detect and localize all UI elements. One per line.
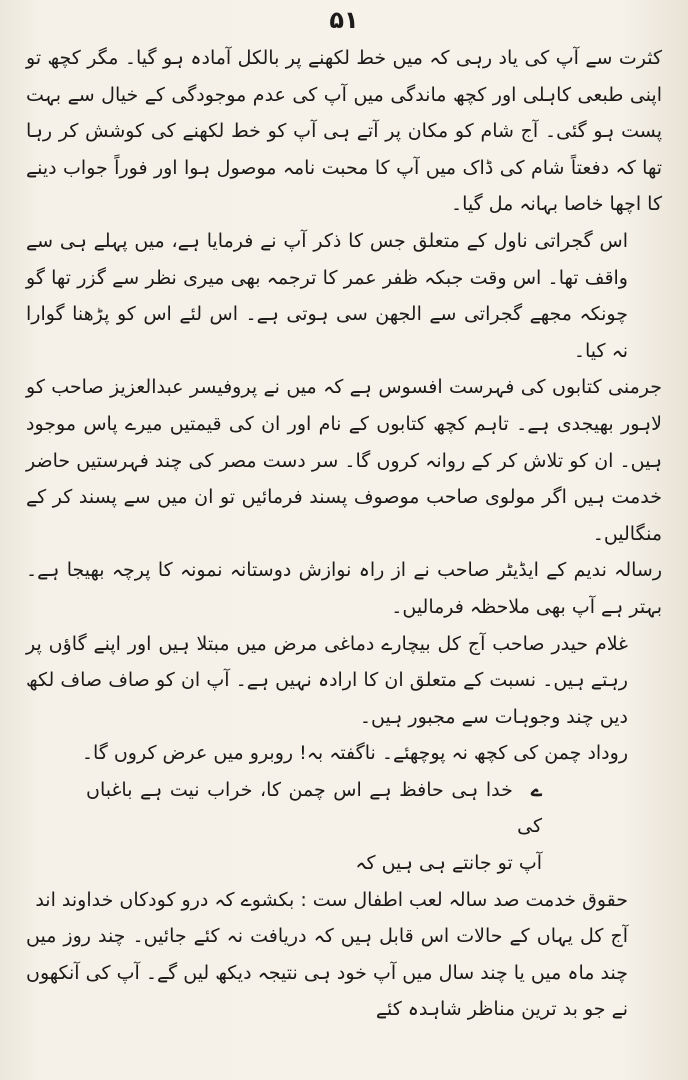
verse-intro: روداد چمن کی کچھ نہ پوچھئے۔ ناگفتہ بہ! روبرو میں عرض کروں گا۔: [81, 742, 628, 765]
paragraph-2: اس گجراتی ناول کے متعلق جس کا ذکر آپ نے فرمایا ہے، میں پہلے ہی سے واقف تھا۔ اس وقت جبکہ ظفر عمر کا ترجمہ بھی میری نظر سے گزر تھا گو چونکہ مجھے گجراتی سے الجھن سی ہوتی ہے۔ اس لئے اس کو پڑھنا گوارا نہ کیا۔: [26, 229, 628, 362]
paragraph-1: کثرت سے آپ کی یاد رہی کہ میں خط لکھنے پر بالکل آمادہ ہو گیا۔ مگر کچھ تو اپنی طبعی کاہلی اور کچھ ماندگی میں آپ کی عدم موجودگی کے خیال سے بہت پست ہو گئی۔ آج شام کو مکان پر آتے ہی آپ کو خط لکھنے کی کوشش کر رہا تھا کہ دفعتاً شام کی ڈاک میں آپ کا محبت نامہ موصول ہوا اور فوراً جواب دینے کا اچھا خاصا بہانہ مل گیا۔: [26, 47, 662, 216]
letter-body: [26, 40, 662, 1028]
verse-mark: ے: [530, 778, 542, 801]
paragraph-3: جرمنی کتابوں کی فہرست افسوس ہے کہ میں نے پروفیسر عبدالعزیز صاحب کو لاہور بھیجدی ہے۔ تاہم کچھ کتابوں کے نام اور ان کی قیمتیں میرے پاس موجود ہیں۔ ان کو تلاش کر کے روانہ کروں گا۔ سر دست مصر کی چند فہرستیں حاضر خدمت ہیں اگر مولوی صاحب موصوف پسند فرمائیں تو ان میں سے پسند کر کے منگالیں۔: [26, 376, 662, 545]
closing-paragraph: آج کل یہاں کے حالات اس قابل ہیں کہ دریافت نہ کئے جائیں۔ چند روز میں چند ماہ میں یا چند سال میں آپ خود ہی نتیجہ دیکھ لیں گے۔ آپ کی آنکھوں نے جو بد ترین مناظر شاہدہ کئے: [26, 925, 628, 1021]
paragraph-4: رسالہ ندیم کے ایڈیٹر صاحب نے از راہ نوازش دوستانہ نمونہ کا پرچہ بھیجا ہے۔ بہتر ہے آپ بھی ملاحظہ فرمالیں۔: [26, 559, 662, 618]
paragraph-5: غلام حیدر صاحب آج کل بیچارے دماغی مرض میں مبتلا ہیں اور اپنے گاؤں پر رہتے ہیں۔ نسبت کے متعلق ان کا ارادہ نہیں ہے۔ آپ ان کو صاف صاف لکھ دیں چند وجوہات سے مجبور ہیں۔: [26, 632, 628, 728]
verse-line-1: [26, 772, 662, 845]
persian-verse: حقوق خدمت صد سالہ لعب اطفال ست : بکشوے کہ درو کودکاں خداوند اند: [35, 888, 628, 911]
verse-line-2: آپ تو جانتے ہی ہیں کہ: [355, 852, 542, 875]
verse-line-1-text: خدا ہی حافظ ہے اس چمن کا، خراب نیت ہے باغباں کی: [86, 778, 542, 838]
page-number: ۵۱: [329, 6, 359, 34]
